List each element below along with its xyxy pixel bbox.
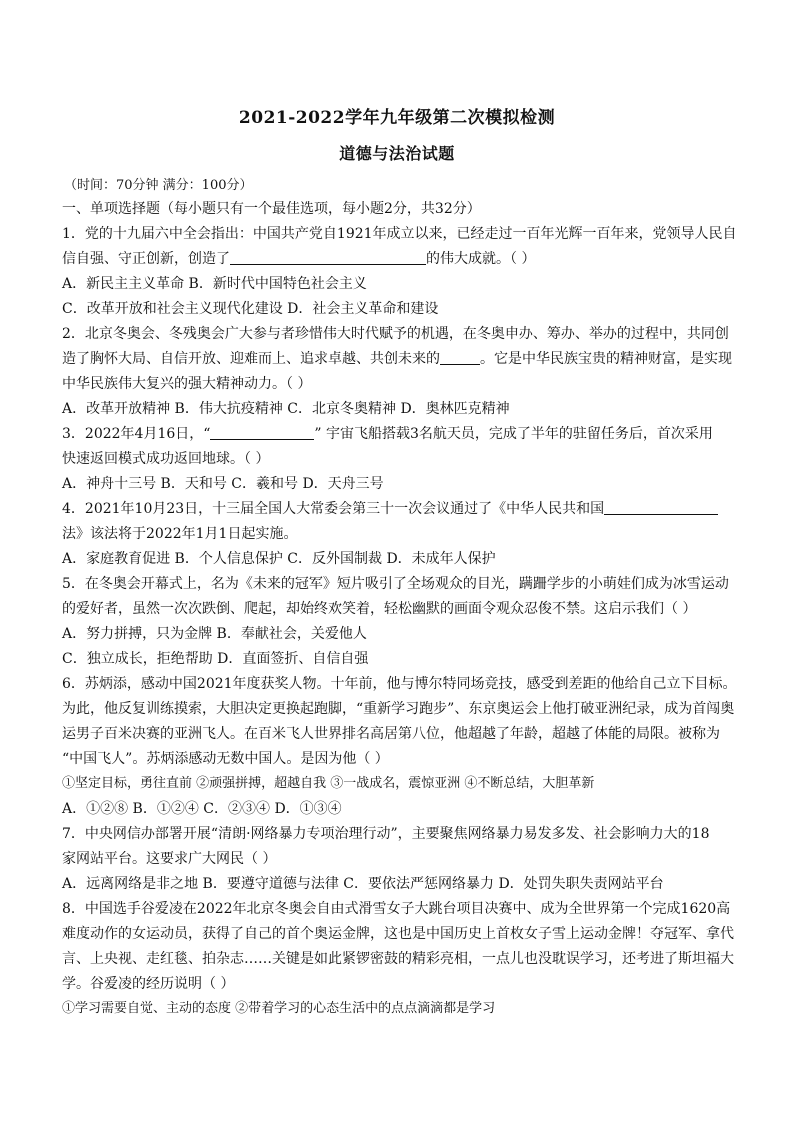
q2-line-3: 中华民族伟大复兴的强大精神动力。（ ） — [62, 376, 312, 392]
q4-line-2: 法》该法将于2022年1月1日起实施。 — [62, 526, 298, 542]
q2-options: A．改革开放精神 B．伟大抗疫精神 C．北京冬奥精神 D．奥林匹克精神 — [62, 401, 510, 417]
section-heading: 一、单项选择题（每小题只有一个最佳选项，每小题2分，共32分） — [62, 201, 481, 217]
q1-blank — [230, 250, 426, 265]
q3-line-2: 快速返回模式成功返回地球。（ ） — [62, 451, 270, 467]
q6-line-1: 6．苏炳添，感动中国2021年度获奖人物。十年前，他与博尔特同场竞技，感受到差距的他给自己立下目标。 — [62, 676, 737, 692]
exam-meta: （时间：70分钟 满分：100分） — [64, 178, 253, 193]
q8-line-4: 学。谷爱凌的经历说明（ ） — [62, 976, 235, 992]
q1-text-after-blank: 的伟大成就。（ ） — [426, 251, 536, 267]
q4-blank — [604, 500, 718, 515]
q3-text-before-blank: 3．2022年4月16日，“ — [62, 426, 211, 442]
q5-options-cd: C．独立成长，拒绝帮助 D．直面签折、自信自强 — [62, 651, 369, 667]
q3-blank — [210, 425, 314, 440]
q1-options-ab: A．新民主主义革命 B．新时代中国特色社会主义 — [62, 276, 367, 292]
q1-text-before-blank: 信自强、守正创新，创造了 — [62, 251, 230, 267]
q8-statements: ①学习需要自觉、主动的态度 ②带着学习的心态生活中的点点滴滴都是学习 — [62, 1001, 496, 1016]
q5-line-2: 的爱好者，虽然一次次跌倒、爬起，却始终欢笑着，轻松幽默的画面令观众忍俊不禁。这启示我们（ ） — [62, 601, 697, 617]
q4-line-1 — [62, 500, 718, 518]
exam-title: 2021-2022学年九年级第二次模拟检测 — [238, 108, 556, 128]
q7-line-2: 家网站平台。这要求广大网民（ ） — [62, 851, 277, 867]
q3-options: A．神舟十三号 B．天和号 C．羲和号 D．天舟三号 — [62, 476, 384, 492]
q4-options: A．家庭教育促进 B．个人信息保护 C．反外国制裁 D．未成年人保护 — [62, 551, 496, 567]
q2-text-after-blank: 。它是中华民族宝贵的精神财富，是实现 — [480, 351, 732, 367]
q8-line-3: 言、上央视、走红毯、拍杂志……关键是如此紧锣密鼓的精彩亮相，一点儿也没耽误学习，还考进了斯坦福大 — [62, 951, 734, 967]
q2-line-2 — [62, 350, 732, 368]
q6-line-3: 运男子百米决赛的亚洲飞人。在百米飞人世界排名高居第八位，他超越了年龄，超越了体能的局限。被称为 — [62, 726, 720, 742]
q8-line-1: 8．中国选手谷爱凌在2022年北京冬奥会自由式滑雪女子大跳台项目决赛中、成为全世界第一个完成1620高 — [62, 901, 731, 917]
q6-line-2: 为此，他反复训练摸索，大胆决定更换起跑脚，“重新学习跑步”、东京奥运会上他打破亚洲纪录，成为首闯奥 — [62, 701, 735, 717]
q3-line-1 — [62, 425, 713, 443]
q7-options: A．远离网络是非之地 B．要遵守道德与法律 C．要依法严惩网络暴力 D．处罚失职失责网站平台 — [62, 876, 664, 892]
exam-subtitle: 道德与法治试题 — [339, 144, 455, 163]
q3-text-after-blank: ” 宇宙飞船搭载3名航天员，完成了半年的驻留任务后，首次采用 — [314, 426, 713, 442]
q2-blank — [440, 350, 480, 365]
q2-line-1: 2．北京冬奥会、冬残奥会广大参与者珍惜伟大时代赋予的机遇，在冬奥申办、筹办、举办的过程中，共同创 — [62, 326, 729, 342]
q6-options: A．①②⑧ B．①②④ C．②③④ D．①③④ — [62, 801, 342, 817]
q2-text-before-blank: 造了胸怀大局、自信开放、迎难而上、追求卓越、共创未来的 — [62, 351, 440, 367]
q5-line-1: 5．在冬奥会开幕式上，名为《未来的冠军》短片吸引了全场观众的目光，蹒跚学步的小萌娃们成为冰雪运动 — [62, 576, 729, 592]
q4-text-before-blank: 4．2021年10月23日，十三届全国人大常委会第三十一次会议通过了《中华人民共和国 — [62, 501, 605, 517]
q8-line-2: 难度动作的女运动员，获得了自己的首个奥运金牌，这也是中国历史上首枚女子雪上运动金牌！夺冠军、拿代 — [62, 926, 734, 942]
q1-line-2 — [62, 250, 535, 268]
q6-statements: ①坚定目标，勇往直前 ②顽强拼搏，超越自我 ③一战成名，震惊亚洲 ④不断总结，大胆革新 — [62, 776, 595, 791]
q5-options-ab: A．努力拼搏，只为金牌 B．奉献社会，关爱他人 — [62, 626, 367, 642]
q6-line-4: “中国飞人”。苏炳添感动无数中国人。是因为他（ ） — [62, 751, 389, 767]
q7-line-1: 7．中央网信办部署开展“清朗·网络暴力专项治理行动”，主要聚焦网络暴力易发多发、社会影响力大的18 — [62, 826, 710, 842]
q1-options-cd: C．改革开放和社会主义现代化建设 D．社会主义革命和建设 — [62, 301, 439, 317]
q1-line-1: 1．党的十九届六中全会指出：中国共产党自1921年成立以来，已经走过一百年光辉一百年来，党领导人民自 — [62, 226, 737, 242]
